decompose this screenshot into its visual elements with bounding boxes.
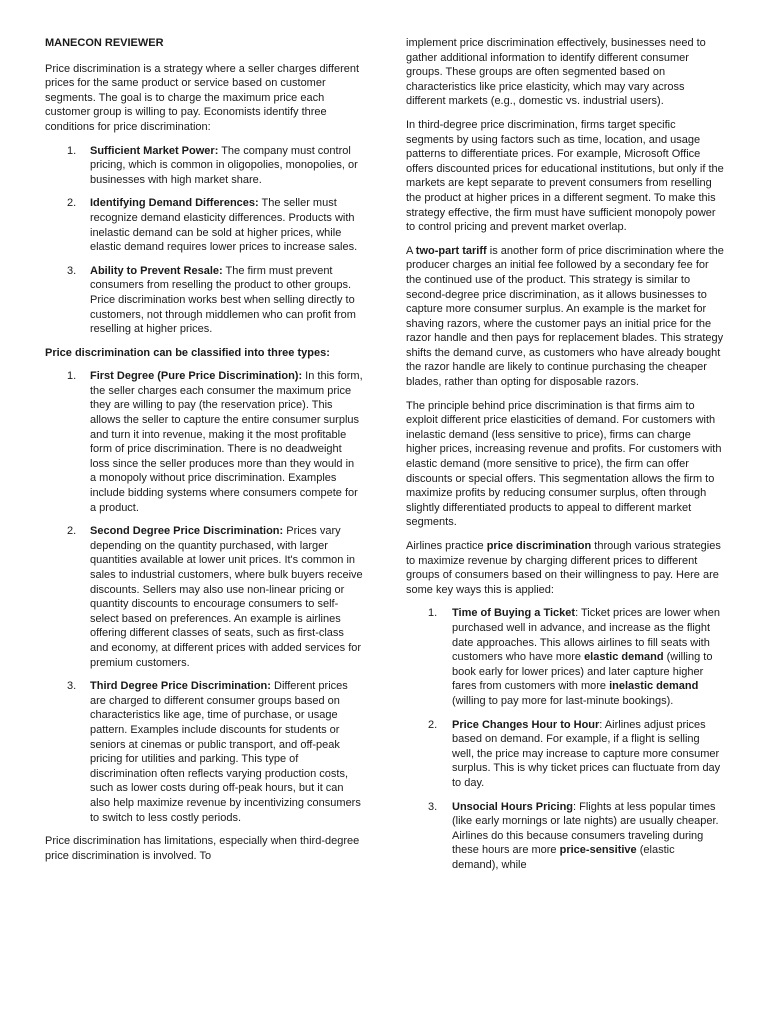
principle-paragraph: The principle behind price discrimination is that firms aim to exploit different price elasticities of demand. For customers with inelastic demand (less sensitive to price), firms can charge higher prices, increasing revenue and profits. For customers with elastic demand (more sensitive to price), the firm can offer discounts or special offers. This segmentation allows the firm to maximize profits by reducing consumer surplus, often through slightly differentiated products to appeal to different market segments. [406, 399, 722, 529]
list-number: 2. [67, 197, 77, 210]
list-text: Different prices are charged to different consumer groups based on characteristics like age, time of purchase, or usage pattern. Examples include discounts for students or seniors at cinemas or public transport, and off-peak pricing for utilities and parking. This type of discrimination often reflects varying production costs, such as lower costs during off-peak hours, but it can also help maximize revenue by incentivizing consumers to switch to less costly periods. [90, 680, 361, 824]
third-degree-paragraph: In third-degree price discrimination, firms target specific segments by using factors such as time, location, and usage patterns to differentiate prices. For example, Microsoft Office offers discounted prices for educational institutions, but only if the markets are kept separate to prevent consumers from reselling the product at higher prices in a different segment. To make this strategy effective, the firm must have sufficient monopoly power to control pricing and prevent market overlap. [406, 118, 724, 234]
list-number: 2. [67, 525, 77, 538]
list-term: First Degree (Pure Price Discrimination): [90, 370, 303, 383]
intro-paragraph: Price discrimination is a strategy where a seller charges different prices for the same product or service based on customer segments. The goal is to charge the maximum price each customer group is willing to pay. Economists identify three conditions for price discrimination: [45, 62, 360, 133]
list-number: 1. [67, 144, 77, 157]
list-text: Prices vary depending on the quantity purchased, with larger quantities available at lower unit prices. It's common in sales to industrial customers, where bulk buyers receive discounts. Sellers may also use non-linear pricing or quantity discounts to encourage consumers to self-select based on preferences. An example is airlines offering different classes of seats, such as first-class and economy, at different prices with added services for premium customers. [90, 525, 363, 669]
airline-strategies-list [406, 606, 724, 872]
list-emphasis: inelastic demand [609, 680, 699, 693]
types-heading: Price discrimination can be classified into three types: [45, 346, 330, 359]
conditions-list [45, 144, 363, 337]
types-list [45, 369, 363, 825]
list-item [45, 144, 363, 188]
list-text: (willing to book early for lower prices) and later capture higher fares from customers with more [452, 651, 713, 693]
list-number: 1. [67, 370, 77, 383]
list-item [45, 524, 363, 670]
list-item [45, 264, 363, 337]
list-term: Price Changes Hour to Hour [452, 718, 600, 731]
list-number: 1. [428, 607, 438, 620]
list-text: The seller must recognize demand elasticity differences. Products with inelastic demand can be sold at higher prices, while elastic demand requires lower prices to increase sales. [90, 197, 358, 254]
airlines-term: price discrimination [486, 540, 592, 552]
list-term: Sufficient Market Power: [90, 144, 219, 157]
list-item [45, 196, 363, 254]
list-item [406, 606, 724, 708]
list-text: : Airlines adjust prices based on demand. For example, if a flight is selling well, the price may increase to capture more consumer surplus. This is why ticket prices can fluctuate from day to day. [452, 718, 721, 789]
list-number: 3. [428, 800, 438, 813]
right-column [406, 36, 724, 881]
two-part-tariff-paragraph [406, 244, 724, 390]
list-emphasis: elastic demand [584, 651, 664, 664]
list-number: 3. [67, 264, 77, 277]
list-term: Identifying Demand Differences: [90, 197, 259, 210]
airlines-pre: Airlines practice [406, 540, 487, 552]
tariff-text: is another form of price discrimination where the producer charges an initial fee followed by a secondary fee for the continued use of the product. This strategy is similar to second-degree price discrimination, as it allows businesses to capture more consumer surplus. An example is the market for shaving razors, where the customer pays an initial price for the razor handle and then pays for replacement blades. This strategy shifts the demand curve, as customers who have already bought the razor handle are likely to continue purchasing the cheaper blades, rather than opting for disposable razors. [406, 244, 724, 389]
tariff-pre: A [406, 244, 416, 257]
airlines-text: through various strategies to maximize revenue by charging different prices to different groups of consumers based on their willingness to pay. Here are some key ways this is applied: [406, 540, 721, 596]
list-text: The company must control pricing, which is common in oligopolies, monopolies, or businesses with high market share. [90, 144, 358, 186]
left-column [45, 36, 363, 872]
continuation-paragraph: implement price discrimination effectively, businesses need to gather additional information to identify different consumer groups. These groups are often segmented based on characteristics like price elasticity, which may vary across different markets (e.g., domestic vs. industrial users). [406, 37, 706, 108]
list-text: : Flights at less popular times (like early mornings or late nights) are usually cheaper. Airlines do this because consumers traveling during these hours are more [452, 800, 719, 857]
list-item [45, 369, 363, 515]
limitations-paragraph: Price discrimination has limitations, especially when third-degree price discrimination is involved. To [45, 835, 360, 862]
list-term: Unsocial Hours Pricing [452, 800, 574, 813]
list-text: (willing to pay more for last-minute bookings). [452, 694, 674, 707]
list-term: Second Degree Price Discrimination: [90, 525, 284, 538]
list-emphasis: price-sensitive [559, 844, 637, 857]
list-term: Third Degree Price Discrimination: [90, 680, 271, 693]
list-term: Ability to Prevent Resale: [90, 264, 223, 277]
tariff-term: two-part tariff [415, 244, 487, 257]
list-term: Time of Buying a Ticket [452, 607, 576, 620]
list-item [406, 800, 724, 873]
airlines-paragraph [406, 539, 724, 597]
list-text: In this form, the seller charges each consumer the maximum price they are willing to pay (the reservation price). This allows the seller to capture the entire consumer surplus and turn it into revenue, making it the most profitable form of price discrimination. There is no deadweight loss since the seller produces more than they would in a monopoly without price discrimination. Examples include bidding systems where consumers compete for a product. [90, 370, 363, 514]
list-item [406, 718, 724, 791]
list-text: : Ticket prices are lower when purchased well in advance, and increase as the flight date approaches. This allows airlines to fill seats with customers who have more [452, 607, 720, 664]
list-item [45, 679, 363, 825]
document-title: MANECON REVIEWER [45, 37, 164, 49]
list-text: The firm must prevent consumers from reselling the product to other groups. Price discrimination works best when selling directly to customers, not through middlemen who can profit from reselling at higher prices. [90, 264, 356, 336]
list-number: 2. [428, 718, 438, 731]
list-number: 3. [67, 680, 77, 693]
list-text: (elastic demand), while [452, 844, 675, 871]
